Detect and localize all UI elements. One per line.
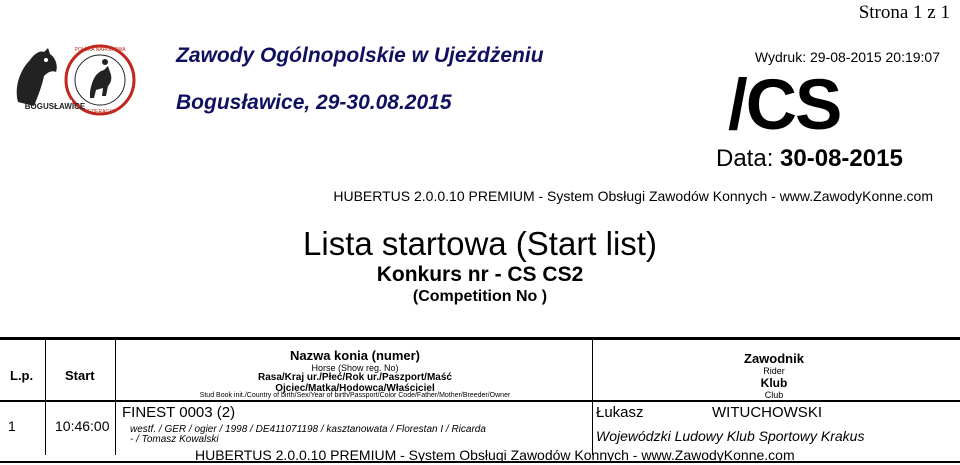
row-number: 1	[8, 418, 16, 434]
row-horse-details: westf. / GER / ogier / 1998 / DE411071198 / kasztanowata / Florestan I / Ricarda	[130, 424, 486, 435]
printout-timestamp: Wydruk: 29-08-2015 20:19:07	[754, 49, 940, 65]
svg-text:POLSKA NARODOWA: POLSKA NARODOWA	[74, 47, 126, 53]
header-breed: Rasa/Kraj ur./Płeć/Rok ur./Paszport/Maść	[258, 372, 452, 383]
date-line	[716, 145, 903, 173]
header-horse-en: Horse (Show reg. No)	[311, 363, 399, 373]
logo-name	[25, 100, 86, 112]
horse-head-icon	[17, 48, 57, 106]
page-number: Strona 1 z 1	[858, 2, 950, 23]
competition-label: (Competition No )	[412, 288, 548, 305]
row-horse-name: FINEST 0003 (2)	[122, 404, 236, 421]
header-stud-book: Stud Book init./Country of birth/Sex/Year of birth/Passport/Color Code/Father/Mother/Breeder/Owner	[199, 392, 511, 399]
header-club-en: Club	[764, 390, 784, 400]
header-club: Klub	[760, 376, 788, 390]
row-horse-owner: - / Tomasz Kowalski	[130, 434, 219, 445]
header-rider: Zawodnik	[744, 351, 804, 366]
svg-text:BOGUSŁAWICE: BOGUSŁAWICE	[24, 102, 86, 111]
date-value: 30-08-2015	[780, 145, 903, 172]
column-divider	[45, 339, 46, 455]
row-start-time: 10:46:00	[55, 418, 110, 434]
row-rider-first-name: Łukasz	[596, 404, 644, 421]
event-place-date: Bogusławice, 29-30.08.2015	[176, 91, 452, 114]
date-label: Data:	[716, 145, 774, 172]
list-title: Lista startowa (Start list)	[303, 225, 657, 262]
competition-number: Konkurs nr - CS CS2	[376, 263, 584, 286]
header-horse: Nazwa konia (numer)	[289, 348, 421, 363]
svg-text:FEDERACJA: FEDERACJA	[85, 109, 115, 115]
footer-system-line: HUBERTUS 2.0.0.10 PREMIUM - System Obsługi Zawodów Konnych - www.ZawodyKonne.com	[195, 447, 795, 463]
header-lp: L.p.	[10, 368, 34, 383]
event-title: Zawody Ogólnopolskie w Ujeżdżeniu	[176, 44, 544, 67]
system-line: HUBERTUS 2.0.0.10 PREMIUM - System Obsługi Zawodów Konnych - www.ZawodyKonne.com	[333, 188, 933, 204]
organizer-logo	[8, 42, 158, 117]
header-owner: Ojciec/Matka/Hodowca/Właściciel	[275, 383, 435, 394]
row-club: Wojewódzki Ludowy Klub Sportowy Krakus	[596, 428, 865, 444]
header-rider-en: Rider	[763, 366, 785, 376]
row-rider-last-name: WITUCHOWSKI	[712, 404, 822, 421]
class-code: /CS	[728, 66, 841, 145]
logo-graphic	[8, 42, 158, 117]
table-top-rule	[0, 337, 960, 340]
column-divider	[115, 339, 116, 455]
header-start: Start	[65, 368, 95, 383]
header-divider	[0, 400, 960, 402]
column-divider	[592, 339, 593, 455]
